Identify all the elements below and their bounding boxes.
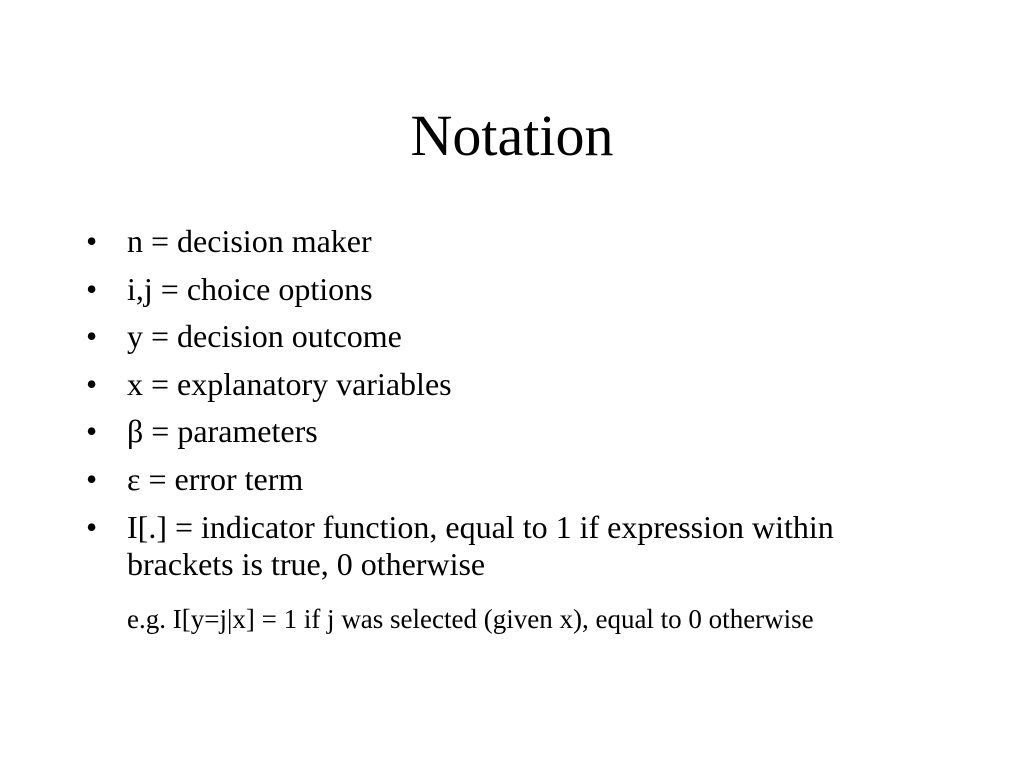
bullet-icon: • — [86, 223, 98, 259]
bullet-text: n = decision maker — [127, 223, 372, 259]
bullet-text: y = decision outcome — [127, 318, 402, 355]
bullet-item-choice-options — [86, 271, 926, 308]
bullet-icon: • — [86, 508, 98, 545]
bullet-text: β = parameters — [127, 413, 318, 450]
bullet-text: x = explanatory variables — [127, 365, 452, 402]
bullet-text: I[.] = indicator function, equal to 1 if expression within brackets is true, 0 otherwise — [127, 508, 834, 582]
bullet-item-decision-outcome — [86, 318, 926, 355]
bullet-icon: • — [86, 460, 98, 497]
example-note: e.g. I[y=j|x] = 1 if j was selected (given x), equal to 0 otherwise — [127, 604, 814, 634]
slide-title: Notation — [410, 103, 614, 168]
bullet-list — [86, 223, 926, 593]
bullet-item-error-term — [86, 461, 926, 498]
bullet-icon: • — [86, 365, 98, 402]
bullet-icon: • — [86, 413, 98, 450]
bullet-icon: • — [86, 270, 98, 307]
bullet-item-explanatory-variables — [86, 366, 926, 403]
bullet-item-indicator-function — [86, 509, 926, 583]
bullet-text: ε = error term — [127, 460, 304, 497]
bullet-icon: • — [86, 318, 98, 355]
bullet-item-parameters — [86, 413, 926, 450]
bullet-item-decision-maker — [86, 223, 926, 260]
bullet-text: i,j = choice options — [127, 270, 373, 307]
